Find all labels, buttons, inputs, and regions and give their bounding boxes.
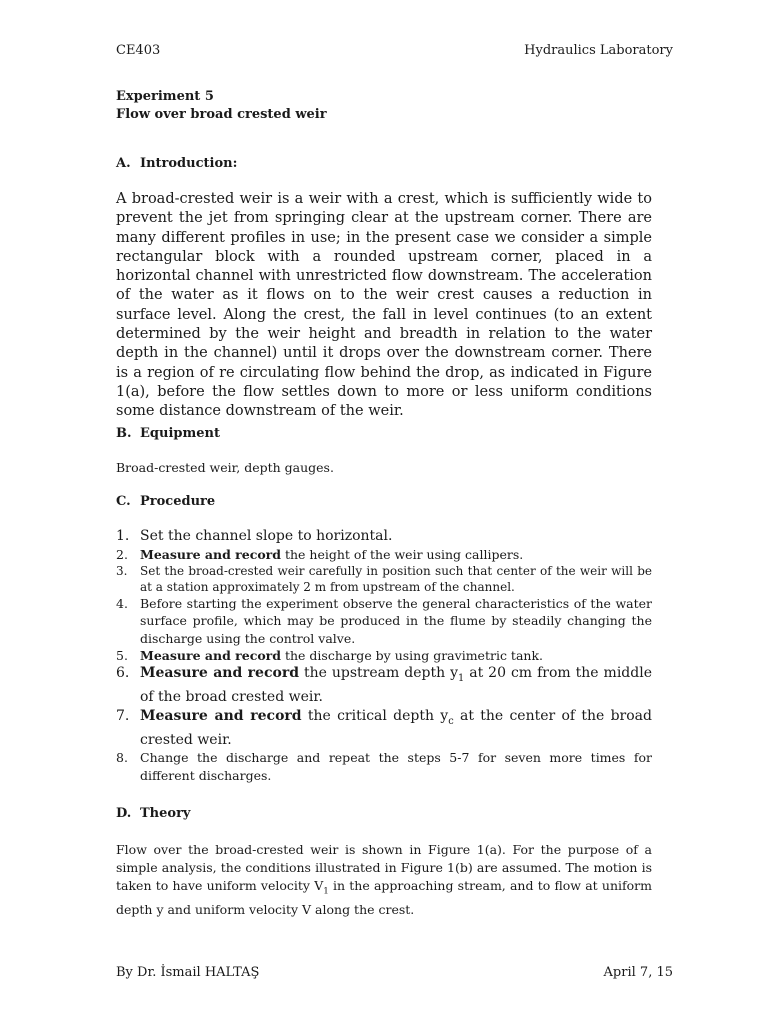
- procedure-step: [116, 707, 652, 750]
- step-bold: Measure and record: [140, 664, 299, 681]
- section-letter: B.: [116, 426, 132, 441]
- procedure-steps: [116, 527, 652, 785]
- step-number: 8.: [116, 750, 128, 766]
- section-heading-equipment: [116, 426, 220, 441]
- step-text: Set the channel slope to horizontal.: [140, 528, 393, 544]
- section-letter: A.: [116, 156, 131, 171]
- section-letter: D.: [116, 806, 132, 821]
- step-text: Set the broad-crested weir carefully in position such that center of the weir will be at a station approximately 2 m from upstream of the channel.: [140, 564, 652, 594]
- step-text-continued: at the center of the broad crested weir.: [140, 707, 652, 748]
- step-subscript: 1: [458, 672, 465, 684]
- step-number: 4.: [116, 596, 128, 611]
- footer-date: April 7, 15: [603, 965, 673, 980]
- step-number: 2.: [116, 547, 128, 562]
- section-heading-introduction: [116, 156, 237, 171]
- theory-text-continued: in the approaching stream, and to flow at uniform depth y and uniform velocity V along the crest.: [116, 878, 652, 917]
- procedure-step: [116, 749, 652, 785]
- procedure-step: [116, 664, 652, 707]
- section-heading-procedure: [116, 494, 215, 509]
- step-number: 1.: [116, 528, 130, 544]
- step-text: the critical depth y: [301, 707, 449, 724]
- section-title: Theory: [140, 806, 191, 821]
- procedure-step: [116, 595, 652, 647]
- step-subscript: c: [448, 715, 454, 727]
- equipment-text: Broad-crested weir, depth gauges.: [116, 460, 334, 475]
- theory-text: Flow over the broad-crested weir is shown in Figure 1(a). For the purpose of a simple analysis, the conditions illustrated in Figure 1(b) are assumed. The motion is taken to have uniform velocity V: [116, 842, 652, 893]
- experiment-heading: [116, 88, 327, 124]
- course-code: CE403: [116, 43, 161, 58]
- experiment-number: Experiment 5: [116, 89, 214, 104]
- step-bold: Measure and record: [140, 707, 302, 724]
- section-title: Introduction:: [140, 156, 238, 171]
- step-number: 5.: [116, 647, 128, 663]
- section-title: Equipment: [140, 426, 220, 441]
- step-text: the upstream depth y: [298, 664, 458, 681]
- step-text: the discharge by using gravimetric tank.: [281, 647, 543, 663]
- procedure-step: [116, 647, 652, 664]
- step-number: 7.: [116, 707, 130, 724]
- procedure-step: [116, 527, 652, 546]
- step-bold: Measure and record: [140, 647, 281, 663]
- experiment-title: Flow over broad crested weir: [116, 107, 327, 122]
- theory-paragraph: [116, 841, 652, 919]
- section-title: Procedure: [140, 494, 216, 509]
- step-number: 3.: [116, 564, 128, 578]
- step-text: the height of the weir using callipers.: [281, 547, 524, 562]
- section-letter: C.: [116, 494, 131, 509]
- step-text: Change the discharge and repeat the steps 5-7 for seven more times for different discharges.: [140, 750, 652, 784]
- procedure-step: [116, 563, 652, 595]
- introduction-paragraph: A broad-crested weir is a weir with a crest, which is sufficiently wide to prevent the jet from springing clear at the upstream corner. There are many different profiles in use; in the present case we consider a simple rectangular block with a rounded upstream corner, placed in a horizontal channel with unrestricted flow downstream. The acceleration of the water as it flows on to the weir crest causes a reduction in surface level. Along the crest, the fall in level continues (to an extent determined by the weir height and breadth in relation to the water depth in the channel) until it drops over the downstream corner. There is a region of re circulating flow behind the drop, as indicated in Figure 1(a), before the flow settles down to more or less uniform conditions some distance downstream of the weir.: [116, 191, 652, 420]
- section-heading-theory: [116, 806, 190, 821]
- step-bold: Measure and record: [140, 547, 281, 562]
- step-number: 6.: [116, 664, 130, 681]
- step-text-continued: at 20 cm from the middle of the broad crested weir.: [140, 664, 652, 706]
- lab-name: Hydraulics Laboratory: [524, 43, 673, 58]
- footer-author: By Dr. İsmail HALTAŞ: [116, 965, 260, 980]
- theory-subscript: 1: [323, 886, 329, 897]
- procedure-step: [116, 546, 652, 563]
- step-text: Before starting the experiment observe the general characteristics of the water surface profile, which may be produced in the flume by steadily changing the discharge using the control valve.: [140, 596, 652, 646]
